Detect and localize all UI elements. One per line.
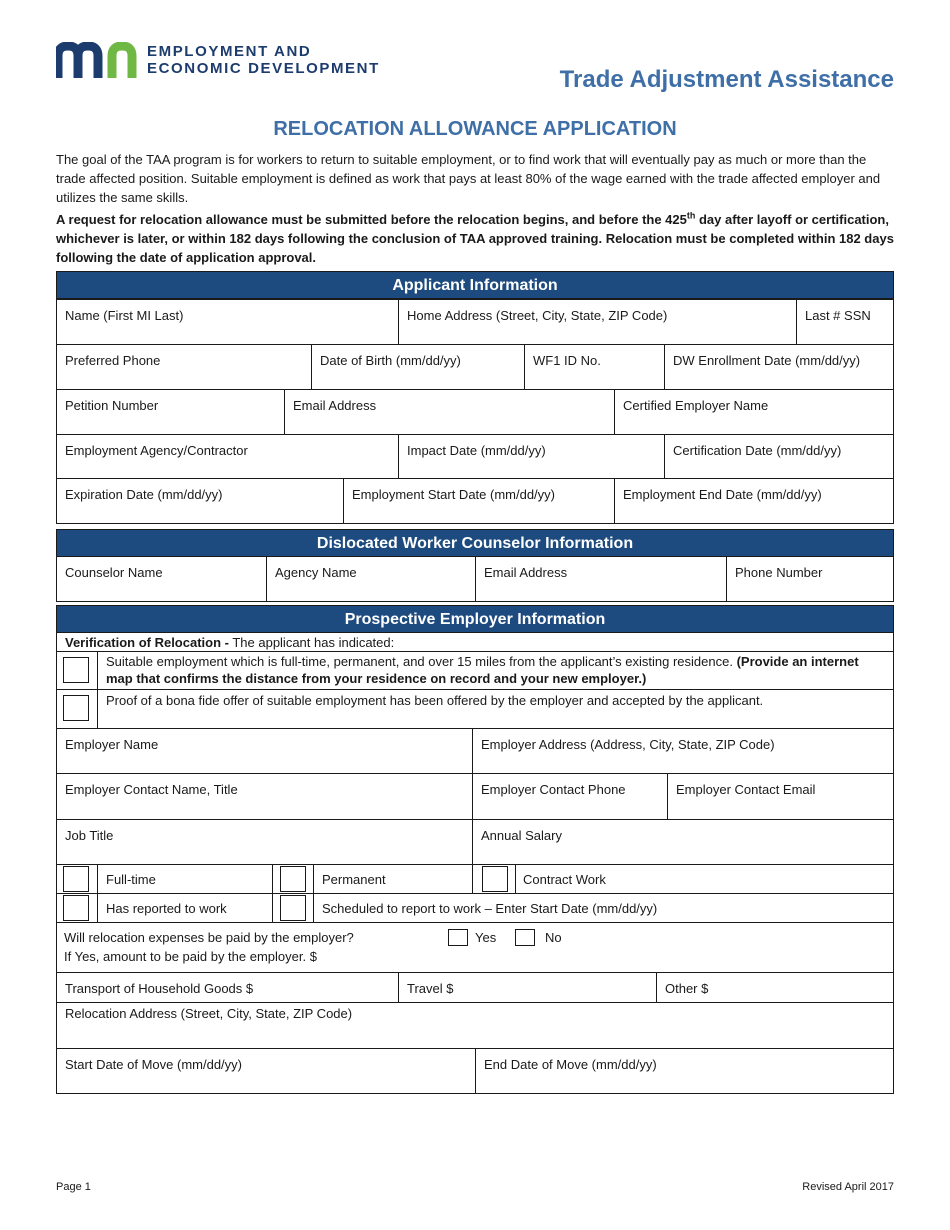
transport-field[interactable]: Transport of Household Goods $ xyxy=(56,972,399,1003)
permanent-checkbox[interactable] xyxy=(280,866,306,892)
counselor-name-field[interactable]: Counselor Name xyxy=(56,556,267,602)
org-name: EMPLOYMENT AND ECONOMIC DEVELOPMENT xyxy=(147,43,380,77)
email-field[interactable]: Email Address xyxy=(284,389,615,435)
option2-text: Proof of a bona fide offer of suitable employment has been offered by the employer and accepted by the applicant. xyxy=(97,689,894,729)
expenses-question: Will relocation expenses be paid by the employer? xyxy=(64,930,354,945)
full-time-label: Full-time xyxy=(106,872,156,887)
option1-checkbox[interactable] xyxy=(63,657,89,683)
name-field[interactable]: Name (First MI Last) xyxy=(56,299,399,345)
agency-field[interactable]: Employment Agency/Contractor xyxy=(56,434,399,479)
employer-name-field[interactable]: Employer Name xyxy=(56,728,473,774)
start-move-field[interactable]: Start Date of Move (mm/dd/yy) xyxy=(56,1048,476,1094)
dob-field[interactable]: Date of Birth (mm/dd/yy) xyxy=(311,344,525,390)
contract-label: Contract Work xyxy=(523,872,606,887)
counselor-email-field[interactable]: Email Address xyxy=(475,556,727,602)
end-move-field[interactable]: End Date of Move (mm/dd/yy) xyxy=(475,1048,894,1094)
yes-checkbox[interactable] xyxy=(448,929,468,946)
yes-label: Yes xyxy=(475,930,497,945)
form-title: RELOCATION ALLOWANCE APPLICATION xyxy=(273,118,677,140)
contact-phone-field[interactable]: Employer Contact Phone xyxy=(472,773,668,820)
other-field[interactable]: Other $ xyxy=(656,972,894,1003)
employment-end-field[interactable]: Employment End Date (mm/dd/yy) xyxy=(614,478,894,524)
travel-field[interactable]: Travel $ xyxy=(398,972,657,1003)
option2-checkbox[interactable] xyxy=(63,695,89,721)
employment-start-field[interactable]: Employment Start Date (mm/dd/yy) xyxy=(343,478,615,524)
wf1-id-field[interactable]: WF1 ID No. xyxy=(524,344,665,390)
employer-address-field[interactable]: Employer Address (Address, City, State, ZIP Code) xyxy=(472,728,894,774)
home-address-field[interactable]: Home Address (Street, City, State, ZIP Code) xyxy=(398,299,797,345)
intro-paragraph: The goal of the TAA program is for workers to return to suitable employment, or to find work that will eventually pay as much or more than the trade affected position. Suitable employment is defined as work that pays at least 80% of the wage earned with the trade affected employer and utilizes the same skills. xyxy=(56,152,881,205)
prospective-section-heading: Prospective Employer Information xyxy=(56,605,894,633)
full-time-checkbox[interactable] xyxy=(63,866,89,892)
scheduled-label[interactable]: Scheduled to report to work – Enter Start Date (mm/dd/yy) xyxy=(322,901,658,916)
reported-checkbox[interactable] xyxy=(63,895,89,921)
reported-label: Has reported to work xyxy=(106,901,227,916)
scheduled-checkbox[interactable] xyxy=(280,895,306,921)
relocation-address-field[interactable]: Relocation Address (Street, City, State, ZIP Code) xyxy=(56,1002,894,1049)
job-title-field[interactable]: Job Title xyxy=(56,819,473,865)
verification-label: Verification of Relocation - The applicant has indicated: xyxy=(56,632,894,652)
page-number: Page 1 xyxy=(56,1181,91,1193)
no-checkbox[interactable] xyxy=(515,929,535,946)
permanent-label: Permanent xyxy=(322,872,386,887)
amount-field[interactable]: If Yes, amount to be paid by the employer. $ xyxy=(64,949,317,964)
applicant-section-heading: Applicant Information xyxy=(56,271,894,299)
petition-number-field[interactable]: Petition Number xyxy=(56,389,285,435)
ssn-field[interactable]: Last # SSN xyxy=(796,299,894,345)
counselor-agency-field[interactable]: Agency Name xyxy=(266,556,476,602)
dw-enrollment-field[interactable]: DW Enrollment Date (mm/dd/yy) xyxy=(664,344,894,390)
annual-salary-field[interactable]: Annual Salary xyxy=(472,819,894,865)
revised-date: Revised April 2017 xyxy=(802,1181,894,1193)
phone-field[interactable]: Preferred Phone xyxy=(56,344,312,390)
employment-type-row xyxy=(56,864,894,894)
contract-checkbox[interactable] xyxy=(482,866,508,892)
certification-date-field[interactable]: Certification Date (mm/dd/yy) xyxy=(664,434,894,479)
counselor-section-heading: Dislocated Worker Counselor Information xyxy=(56,529,894,557)
contact-email-field[interactable]: Employer Contact Email xyxy=(667,773,894,820)
counselor-phone-field[interactable]: Phone Number xyxy=(726,556,894,602)
no-label: No xyxy=(545,930,562,945)
contact-name-field[interactable]: Employer Contact Name, Title xyxy=(56,773,473,820)
impact-date-field[interactable]: Impact Date (mm/dd/yy) xyxy=(398,434,665,479)
deadline-notice: A request for relocation allowance must be submitted before the relocation begins, and before the 425th day after layoff or certification, whichever is later, or within 182 days following the conclusion of TAA approved training. Relocation must be completed within 182 days following the date of application approval. xyxy=(56,210,894,265)
option1-text: Suitable employment which is full-time, permanent, and over 15 miles from the applicant’s existing residence. (Provide an internet map that confirms the distance from your residence on record and your new employer.) xyxy=(97,651,894,690)
program-title: Trade Adjustment Assistance xyxy=(559,66,894,93)
expiration-date-field[interactable]: Expiration Date (mm/dd/yy) xyxy=(56,478,344,524)
certified-employer-field[interactable]: Certified Employer Name xyxy=(614,389,894,435)
